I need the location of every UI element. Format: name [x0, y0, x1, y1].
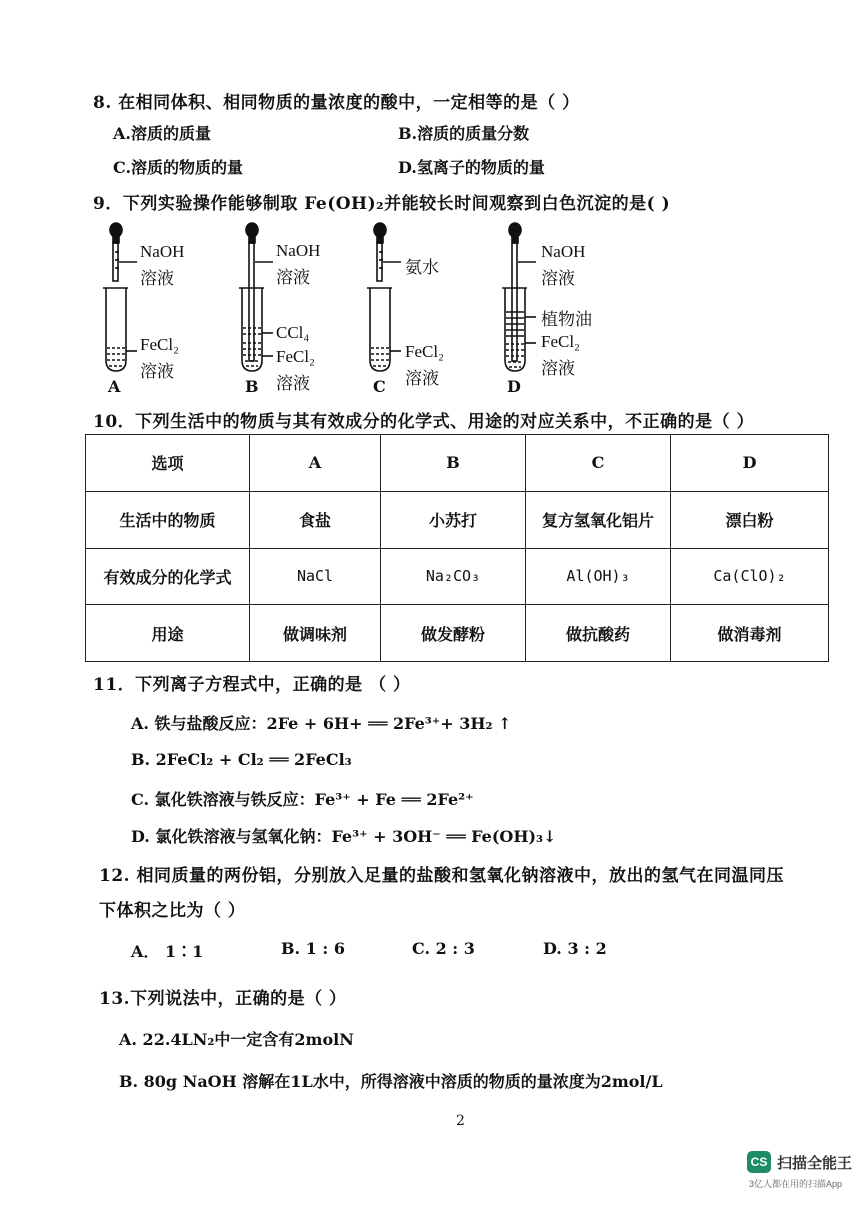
q12-option-b: B. 1 : 6 — [281, 939, 345, 958]
q8-option-d: D.氢离子的物质的量 — [398, 158, 545, 177]
apparatus-b-bottom-label-2: 溶液 — [276, 374, 310, 393]
apparatus-c-dropper-icon — [374, 223, 386, 281]
q12-option-a: A． 1∶1 — [131, 942, 204, 961]
table-cell: 做消毒剂 — [671, 605, 829, 662]
apparatus-a-bottom-label-2: 溶液 — [140, 362, 174, 381]
q11-option-d: D. 氯化铁溶液与氢氧化钠：Fe³⁺ + 3OH⁻ ══ Fe(OH)₃↓ — [131, 827, 557, 846]
apparatus-d-test-tube-icon — [502, 288, 527, 371]
apparatus-a-top-label-2: 溶液 — [140, 269, 174, 288]
table-cell: 用途 — [86, 605, 250, 662]
watermark-name: 扫描全能王 — [777, 1154, 853, 1172]
q9-stem: 9．下列实验操作能够制取 Fe(OH)₂并能较长时间观察到白色沉淀的是( ) — [93, 194, 671, 214]
table-cell: 食盐 — [250, 491, 381, 548]
table-cell: 生活中的物质 — [86, 491, 250, 548]
q8-stem: 8. 在相同体积、相同物质的量浓度的酸中，一定相等的是（ ） — [93, 93, 580, 113]
apparatus-d-top-label-2: 溶液 — [541, 269, 575, 288]
table-cell: Ca(ClO)₂ — [671, 548, 829, 605]
table-cell: A — [250, 435, 381, 492]
q8-option-b: B.溶质的质量分数 — [398, 124, 530, 143]
apparatus-a-test-tube-icon — [103, 288, 128, 371]
q11-option-b: B. 2FeCl₂ + Cl₂ ══ 2FeCl₃ — [131, 750, 352, 769]
q11-option-a: A. 铁与盐酸反应：2Fe + 6H+ ══ 2Fe³⁺+ 3H₂ ↑ — [131, 714, 512, 733]
apparatus-d-bottom-label-1: FeCl₂ — [541, 332, 580, 351]
q12-option-d: D. 3 : 2 — [543, 939, 607, 958]
q8-option-c: C.溶质的物质的量 — [113, 158, 244, 177]
apparatus-a-letter: A — [108, 377, 121, 396]
apparatus-c-letter: C — [373, 377, 386, 396]
apparatus-d-mid-label: 植物油 — [541, 310, 592, 329]
apparatus-b-top-label-2: 溶液 — [276, 268, 310, 287]
q12-option-c: C. 2 : 3 — [412, 939, 475, 958]
apparatus-b-dropper-icon — [246, 223, 258, 361]
apparatus-a-dropper-icon — [110, 223, 122, 281]
table-cell: 选项 — [86, 435, 250, 492]
table-cell: Al(OH)₃ — [526, 548, 671, 605]
apparatus-b-top-label-1: NaOH — [276, 241, 321, 260]
apparatus-b-letter: B — [245, 377, 259, 396]
apparatus-c-top-label: 氨水 — [405, 258, 439, 277]
apparatus-c-test-tube-icon — [367, 288, 392, 371]
q11-option-c: C. 氯化铁溶液与铁反应：Fe³⁺ + Fe ══ 2Fe²⁺ — [131, 790, 474, 809]
q12-stem-line1: 12. 相同质量的两份铝，分别放入足量的盐酸和氢氧化钠溶液中，放出的氢气在同温同压 — [99, 866, 784, 886]
apparatus-d-dropper-icon — [509, 223, 521, 361]
table-row — [86, 491, 829, 548]
watermark-slogan: 3亿人都在用的扫描App — [749, 1179, 843, 1189]
q8-option-a: A.溶质的质量 — [113, 124, 211, 143]
q13-option-a: A. 22.4LN₂中一定含有2molN — [119, 1030, 354, 1049]
apparatus-c-bottom-label-1: FeCl₂ — [405, 342, 444, 361]
table-cell: 小苏打 — [381, 491, 526, 548]
table-row — [86, 548, 829, 605]
apparatus-b-bottom-label-1: FeCl₂ — [276, 347, 315, 366]
q10-table — [85, 434, 829, 662]
table-cell: C — [526, 435, 671, 492]
scanner-watermark — [747, 1151, 852, 1173]
table-cell: 有效成分的化学式 — [86, 548, 250, 605]
q10-stem: 10．下列生活中的物质与其有效成分的化学式、用途的对应关系中，不正确的是（ ） — [93, 412, 755, 432]
page-number: 2 — [456, 1113, 465, 1129]
q11-stem: 11．下列离子方程式中，正确的是 （ ） — [93, 675, 411, 695]
q13-option-b: B. 80g NaOH 溶解在1L水中，所得溶液中溶质的物质的量浓度为2mol/L — [119, 1072, 663, 1091]
table-cell: D — [671, 435, 829, 492]
table-cell: 做抗酸药 — [526, 605, 671, 662]
q12-stem-line2: 下体积之比为（ ） — [99, 901, 246, 921]
apparatus-b-test-tube-icon — [239, 288, 264, 371]
table-cell: 复方氢氧化铝片 — [526, 491, 671, 548]
apparatus-a-top-label-1: NaOH — [140, 242, 185, 261]
table-cell: Na₂CO₃ — [381, 548, 526, 605]
apparatus-d-letter: D — [507, 377, 521, 396]
table-cell: NaCl — [250, 548, 381, 605]
table-cell: 漂白粉 — [671, 491, 829, 548]
apparatus-b-mid-label: CCl₄ — [276, 323, 310, 342]
camscanner-logo-icon: CS — [747, 1151, 771, 1173]
apparatus-d-bottom-label-2: 溶液 — [541, 359, 575, 378]
table-cell: 做发酵粉 — [381, 605, 526, 662]
apparatus-d-top-label-1: NaOH — [541, 242, 586, 261]
table-row — [86, 435, 829, 492]
table-cell: 做调味剂 — [250, 605, 381, 662]
apparatus-a-bottom-label-1: FeCl₂ — [140, 335, 179, 354]
table-cell: B — [381, 435, 526, 492]
apparatus-c-bottom-label-2: 溶液 — [405, 369, 439, 388]
table-row — [86, 605, 829, 662]
q13-stem: 13.下列说法中，正确的是（ ） — [99, 989, 347, 1009]
